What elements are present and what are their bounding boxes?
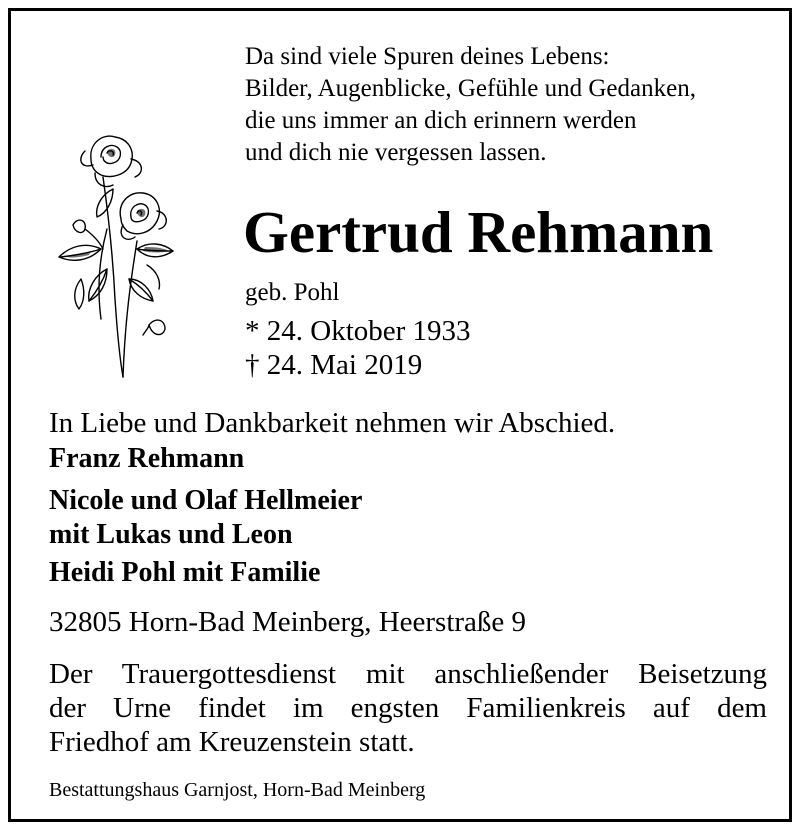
family-member: Nicole und Olaf Hellmeier	[49, 485, 363, 516]
service-line: Friedhof am Kreuzenstein statt.	[49, 726, 415, 758]
poem-line: Bilder, Augenblicke, Gefühle und Gedanken,	[245, 75, 696, 102]
rose-bouquet-icon	[51, 129, 181, 381]
undertaker: Bestattungshaus Garnjost, Horn-Bad Meinberg	[49, 779, 426, 801]
service-info	[49, 657, 767, 759]
family-member: Franz Rehmann	[49, 443, 245, 474]
address: 32805 Horn-Bad Meinberg, Heerstraße 9	[49, 606, 527, 638]
deceased-name: Gertrud Rehmann	[243, 199, 714, 265]
family-member: mit Lukas und Leon	[49, 519, 293, 550]
poem-line: Da sind viele Spuren deines Lebens:	[245, 43, 610, 70]
service-line: der Urne findet im engsten Familienkreis auf dem	[49, 692, 767, 724]
death-date: † 24. Mai 2019	[245, 349, 423, 381]
poem	[245, 41, 696, 169]
poem-line: und dich nie vergessen lassen.	[245, 139, 547, 166]
poem-line: die uns immer an dich erinnern werden	[245, 107, 637, 134]
family-member: Heidi Pohl mit Familie	[49, 557, 321, 588]
obituary-notice	[8, 8, 792, 822]
life-dates	[245, 314, 471, 382]
maiden-name: geb. Pohl	[245, 279, 340, 306]
birth-date: * 24. Oktober 1933	[245, 315, 471, 347]
service-line: Der Trauergottesdienst mit anschließender Beisetzung	[49, 658, 767, 690]
farewell-text: In Liebe und Dankbarkeit nehmen wir Abschied.	[49, 407, 616, 439]
